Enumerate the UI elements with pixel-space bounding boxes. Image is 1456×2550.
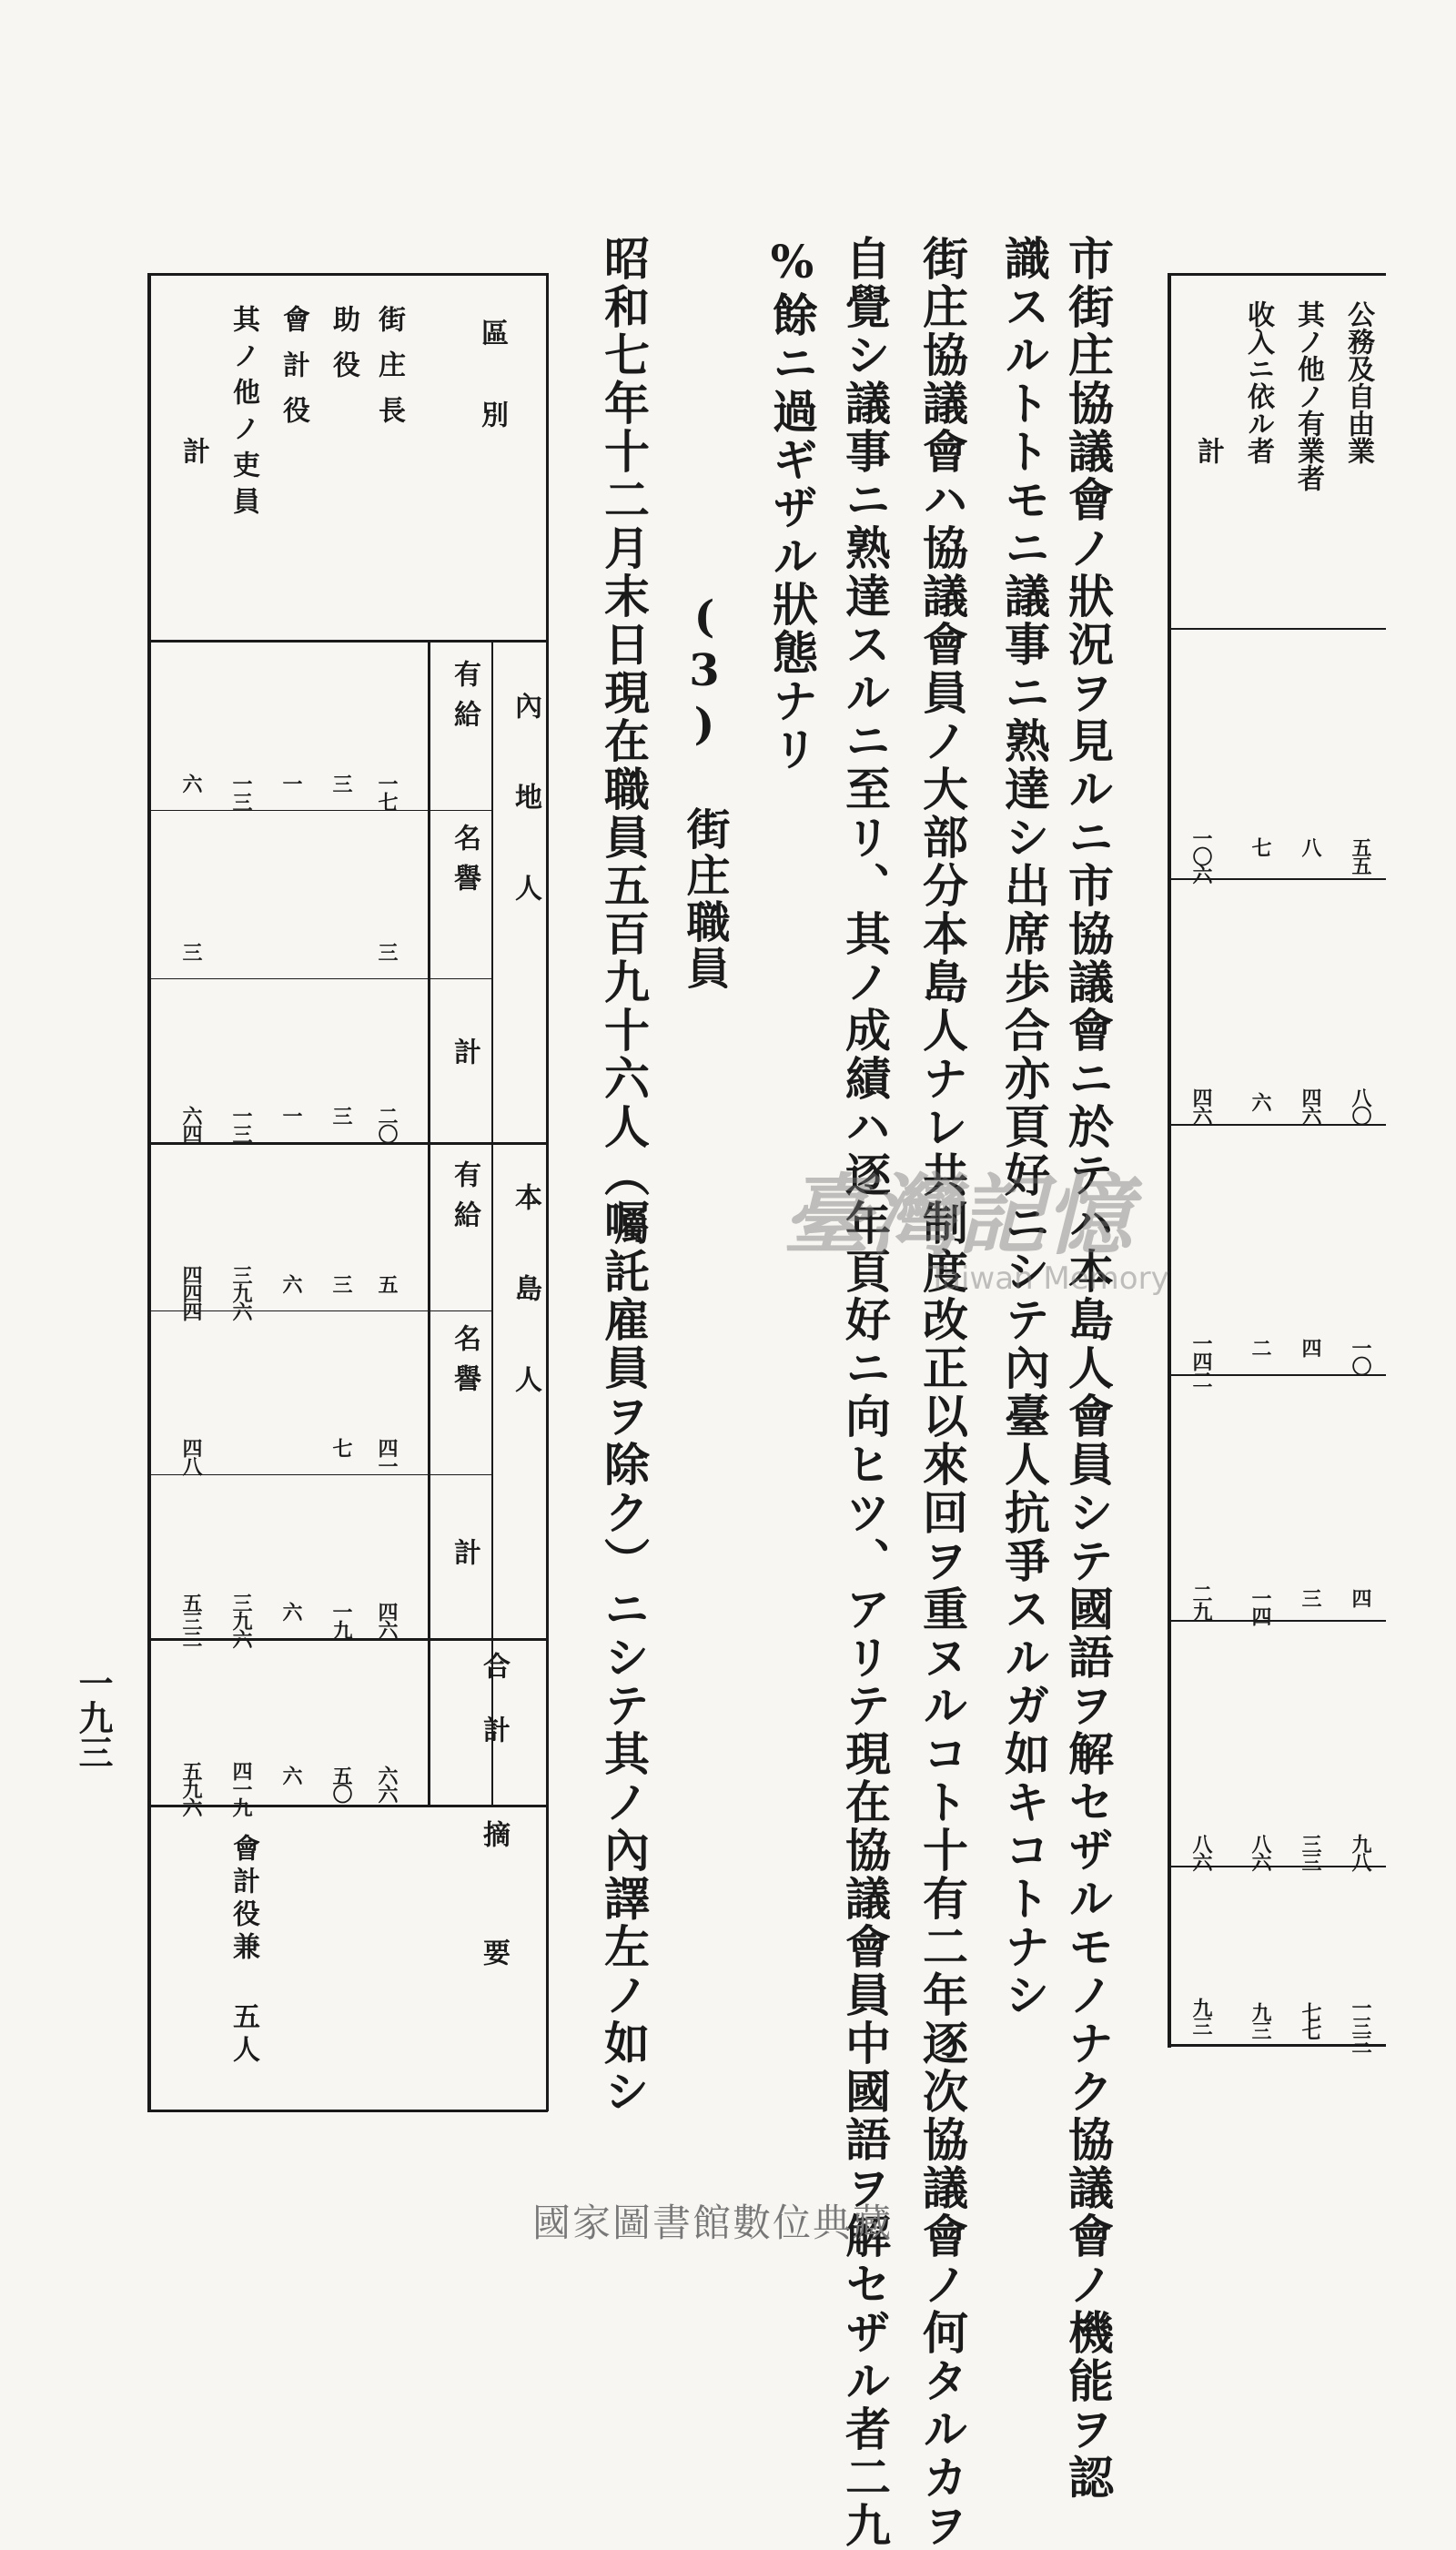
watermark-english: Taiwan Memory: [928, 1260, 1169, 1297]
bottom-cell: 一: [279, 774, 303, 792]
row-label-joyaku: 助役: [328, 305, 359, 396]
bottom-cell: 六四: [179, 1106, 203, 1142]
bottom-cell: 三: [329, 774, 353, 792]
top-cell: 二: [1249, 1338, 1272, 1356]
top-cell: 八〇: [1349, 1088, 1372, 1124]
top-row-label-2: 其ノ他ノ有業者: [1292, 300, 1324, 491]
header-kubetsu: 區別: [476, 319, 508, 482]
top-cell: 八六: [1249, 1834, 1272, 1870]
bottom-cell: 一三: [229, 1106, 253, 1142]
bottom-cell: 一九: [329, 1602, 353, 1638]
top-table-top-border: [1168, 273, 1386, 276]
bottom-cell: 五三二: [179, 1593, 203, 1647]
top-cell: 二九: [1189, 1584, 1213, 1620]
footer-credit: 國家圖書館數位典藏: [532, 2201, 894, 2245]
bottom-cell: 三: [329, 1274, 353, 1292]
bottom-cell: 四一: [375, 1438, 399, 1474]
prose-line-5: %餘ニ過ギザル狀態ナリ: [765, 235, 819, 774]
prose-line-1: 市街庄協議會ノ狀況ヲ見ルニ市協議會ニ於テハ本島人會員シテ國語ヲ解セザルモノナク協議會ノ機能ヲ認: [1061, 235, 1115, 2502]
prose-line-2: 識スルトトモニ議事ニ熟達シ出席歩合亦頁好ニシテ內臺人抗爭スルガ如キコトナシ: [997, 235, 1051, 2019]
prose-line-3: 街庄協議會ハ協議會員ノ大部分本島人ナレ共制度改正以來回ヲ重ヌルコト十有二年逐次協議會ノ何タルカヲ: [915, 235, 969, 2550]
subheader-yukyu-honto: 有給: [449, 1160, 480, 1240]
bottom-cell: 六: [279, 1766, 303, 1784]
bottom-cell: 四四四: [179, 1265, 203, 1320]
top-table-left-border: [1168, 273, 1171, 2048]
row-label-kaikeiyaku: 會計役: [278, 305, 309, 441]
top-cell: 八六: [1189, 1834, 1213, 1870]
bottom-cell: 六六: [375, 1766, 399, 1802]
row-label-sonota: 其ノ他ノ吏員: [228, 305, 259, 523]
bottom-cell: 七: [329, 1438, 353, 1456]
header-goukei: 合計: [478, 1652, 510, 1779]
bottom-cell: 二〇: [375, 1106, 399, 1142]
bottom-cell: 一三: [229, 774, 253, 810]
bottom-cell: 四八: [179, 1438, 203, 1474]
top-cell: 四: [1349, 1588, 1372, 1606]
top-cell: 一〇: [1349, 1338, 1372, 1374]
bottom-cell: 五九六: [179, 1761, 203, 1816]
top-cell: 一〇六: [1189, 828, 1213, 883]
row-label-total: 計: [177, 437, 209, 464]
top-cell: 四六: [1189, 1088, 1213, 1124]
top-cell: 九三: [1189, 1998, 1213, 2034]
bottom-cell: 三: [329, 1106, 353, 1124]
subheader-meiyo-naichi: 名譽: [449, 824, 480, 904]
top-cell: 四: [1299, 1338, 1322, 1356]
prose-line-4: 自覺シ議事ニ熟達スルニ至リ、其ノ成績ハ逐年頁好ニ向ヒツ、アリテ現在協議會員中國語ヲ解セザル者二九: [838, 235, 892, 2550]
top-cell: 一三三: [1349, 1998, 1372, 2052]
top-cell: 九三: [1249, 2002, 1272, 2039]
header-tekiyou: 摘要: [478, 1820, 510, 2057]
top-cell: 九八: [1349, 1834, 1372, 1870]
watermark-chinese: 臺灣記憶: [783, 1164, 1132, 1267]
subheader-kei-naichi: 計: [449, 1037, 480, 1065]
top-row-label-3: 收入ニ依ル者: [1242, 300, 1274, 464]
bottom-cell: 三九六: [229, 1265, 253, 1320]
row-label-gaishocho: 街庄長: [373, 305, 405, 441]
top-cell: 八: [1299, 837, 1322, 855]
bottom-cell: 一七: [375, 774, 399, 810]
bottom-cell: 三: [179, 942, 203, 960]
section-text: 昭和七年十二月末日現在職員五百九十六人（囑託雇員ヲ除ク）ニシテ其ノ內譯左ノ如シ: [597, 235, 651, 2116]
bottom-cell: 五: [375, 1274, 399, 1292]
bottom-cell: 一: [279, 1106, 303, 1124]
remark: 會計役兼 五人: [228, 1834, 259, 2068]
top-cell: 七七: [1299, 2002, 1322, 2039]
page-number: 一九三: [73, 1665, 114, 1769]
top-cell: 四六: [1299, 1088, 1322, 1124]
section-heading: (3) 街庄職員: [679, 592, 730, 992]
subheader-kei-honto: 計: [449, 1538, 480, 1565]
header-honto: 本島人: [510, 1183, 541, 1456]
top-cell: 一四二: [1189, 1333, 1213, 1388]
top-cell: 七: [1249, 837, 1272, 855]
top-cell: 五五: [1349, 837, 1372, 874]
bottom-cell: 六: [179, 774, 203, 792]
top-row-label-total: 計: [1192, 437, 1224, 464]
top-cell: 三三: [1299, 1834, 1322, 1870]
bottom-cell: 三: [375, 942, 399, 960]
top-table-header-divider: [1168, 628, 1386, 630]
bottom-cell: 五〇: [329, 1766, 353, 1802]
header-naichi: 內地人: [510, 692, 541, 965]
bottom-cell: 六: [279, 1274, 303, 1292]
top-cell: 三: [1299, 1588, 1322, 1606]
subheader-meiyo-honto: 名譽: [449, 1324, 480, 1404]
bottom-cell: 三九六: [229, 1593, 253, 1647]
top-cell: 六: [1249, 1092, 1272, 1110]
top-row-label-1: 公務及自由業: [1342, 300, 1374, 464]
bottom-cell: 六: [279, 1602, 303, 1620]
subheader-yukyu-naichi: 有給: [449, 660, 480, 740]
bottom-cell: 四一九: [229, 1761, 253, 1816]
bottom-cell: 四六: [375, 1602, 399, 1638]
top-cell: 一四: [1249, 1588, 1272, 1624]
